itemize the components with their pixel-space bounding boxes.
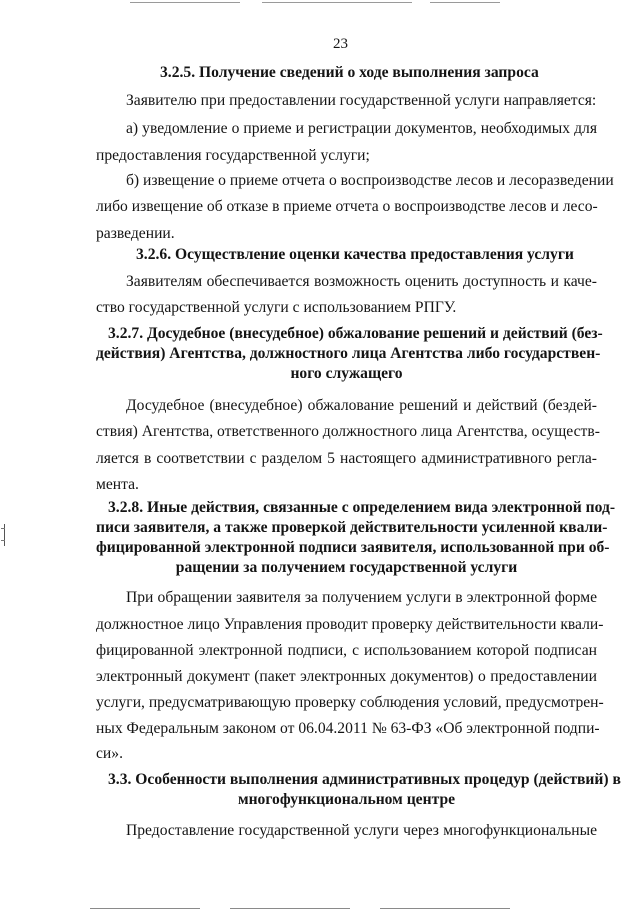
paragraph-line: должностное лицо Управления проводит проверку действительности квали- [96,616,604,633]
scan-bottom-rule [230,908,350,909]
paragraph-line: си». [96,745,123,762]
paragraph-line: ство государственной услуги с использованием РПГУ. [96,299,457,316]
paragraph-line: Заявителю при предоставлении государственной услуги направляется: [126,92,597,109]
paragraph-line: предоставления государственной услуги; [96,147,370,164]
section-heading: 3.2.6. Осуществление оценки качества предоставления услуги [136,246,574,263]
paragraph-line: Досудебное (внесудебное) обжалование решений и действий (бездей- [126,397,597,414]
paragraph-line: ствия) Агентства, ответственного должностного лица Агентства, осуществ- [96,423,600,440]
paragraph-line: При обращении заявителя за получением услуги в электронной форме [126,589,597,606]
section-heading: ращении за получением государственной услуги [175,559,518,576]
section-heading: ного служащего [290,365,403,382]
section-heading: писи заявителя, а также проверкой действительности усиленной квали- [96,519,608,536]
paragraph-line: Заявителям обеспечивается возможность оценить доступность и каче- [126,273,597,290]
scan-bottom-rule [90,908,200,909]
paragraph-line: ляется в соответствии с разделом 5 настоящего административного регла- [96,450,597,467]
scan-margin-mark [1,528,5,529]
scan-top-rule [130,2,240,3]
paragraph-line: услуги, предусматривающую проверку соблюдения условий, предусмотрен- [96,694,604,711]
scan-margin-mark [1,540,5,541]
page-number: 23 [333,36,348,52]
section-heading: 3.2.7. Досудебное (внесудебное) обжалование решений и действий (без- [108,325,603,342]
scan-top-rule [262,2,412,3]
paragraph-line: Предоставление государственной услуги через многофункциональные [126,822,597,839]
paragraph-line: разведении. [96,225,175,242]
section-heading: многофункциональном центре [237,791,456,808]
paragraph-line: либо извещение об отказе в приеме отчета о воспроизводстве лесов и лесо- [96,198,598,215]
section-heading: 3.2.8. Иные действия, связанные с определением вида электронной под- [108,499,616,516]
scan-top-rule [430,2,500,3]
paragraph-line: ных Федеральным законом от 06.04.2011 № 63-ФЗ «Об электронной подпи- [96,720,600,737]
section-heading: 3.2.5. Получение сведений о ходе выполнения запроса [160,64,539,81]
scan-bottom-rule [380,908,510,909]
section-heading: фицированной электронной подписи заявителя, использованной при об- [96,539,610,556]
section-heading: 3.3. Особенности выполнения административных процедур (действий) в [108,771,621,788]
paragraph-line: фицированной электронной подписи, с использованием которой подписан [96,642,597,659]
paragraph-line: электронный документ (пакет электронных документов) о предоставлении [96,668,597,685]
section-heading: действия) Агентства, должностного лица Агентства либо государствен- [96,345,601,362]
paragraph-line: б) извещение о приеме отчета о воспроизводстве лесов и лесоразведении [126,172,614,189]
paragraph-line: мента. [96,476,139,493]
paragraph-line: а) уведомление о приеме и регистрации документов, необходимых для [126,120,597,137]
